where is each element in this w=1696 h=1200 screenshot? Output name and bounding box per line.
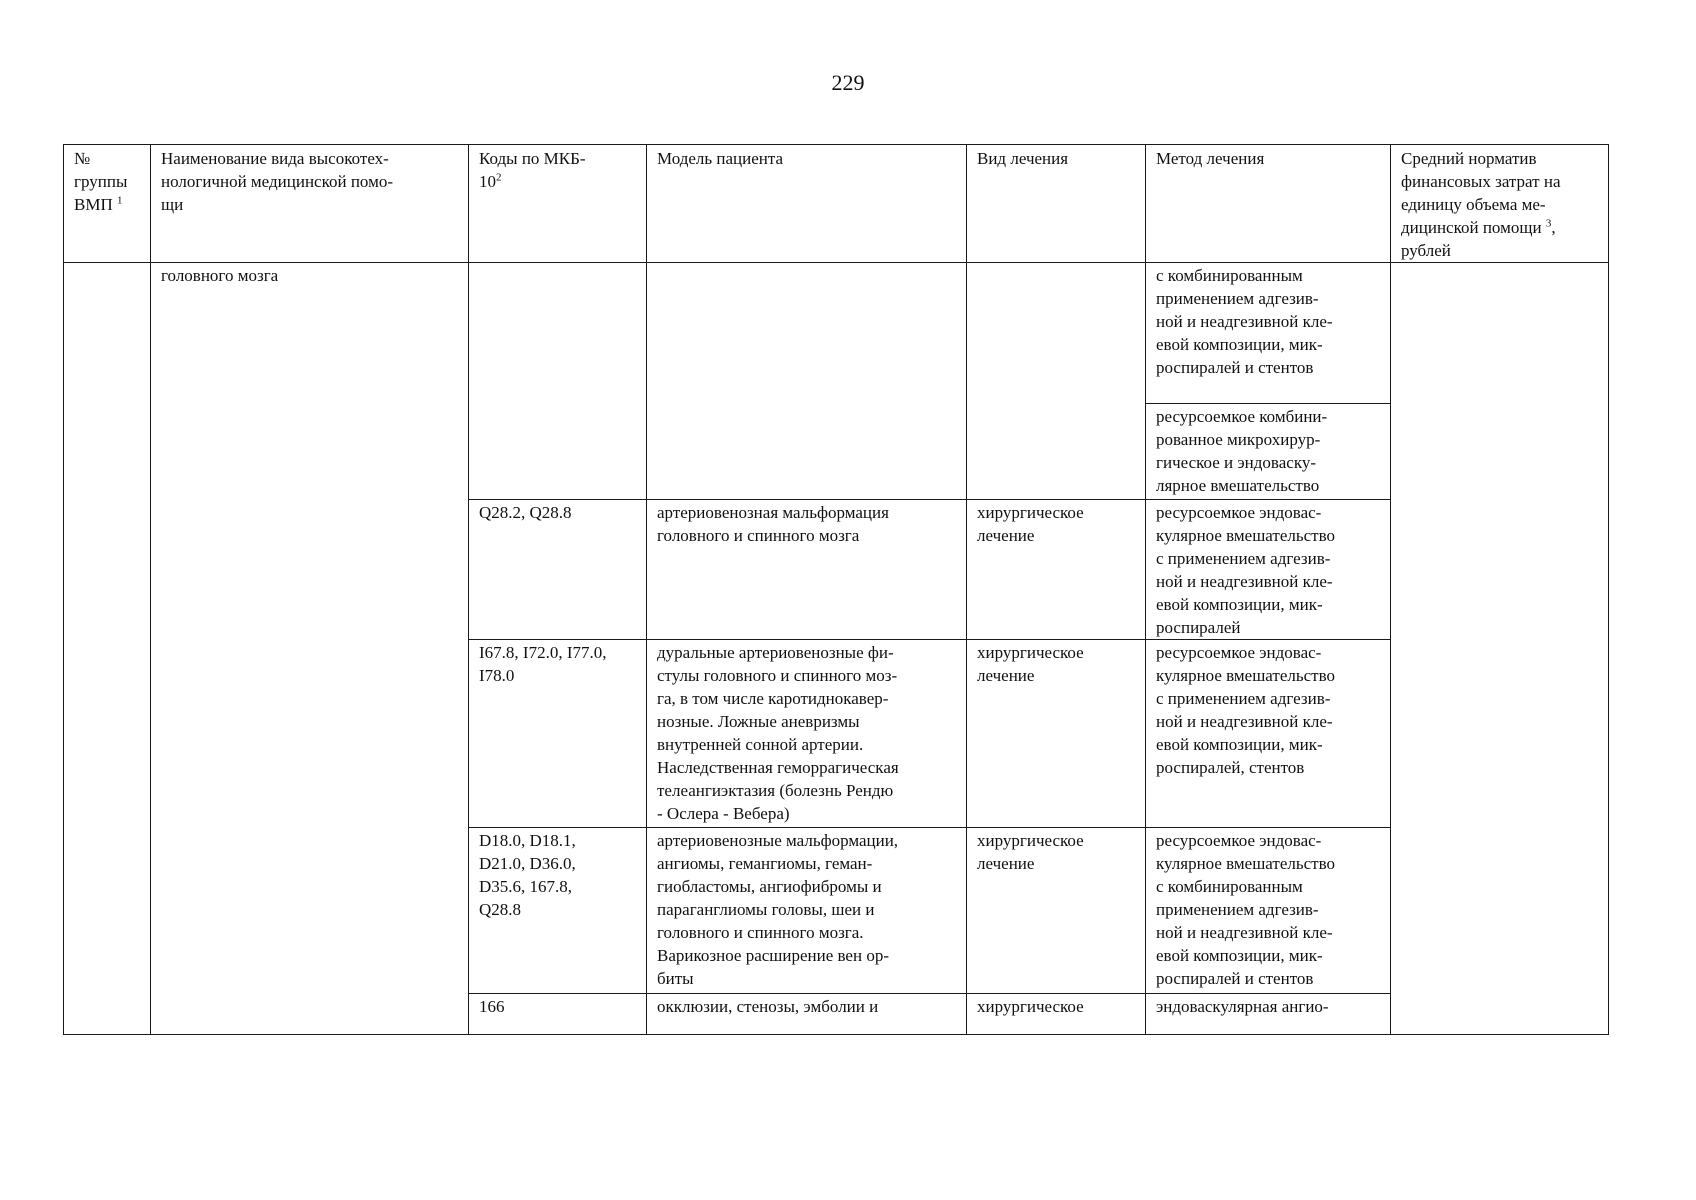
treatment-method-cell: ресурсоемкое эндоваc- кулярное вмешательство с применением адгезив- ной и неадгезивной кле- евой композиции, мик- роспиралей: [1146, 500, 1391, 640]
patient-model-cell: артериовенозные мальформации, ангиомы, гемангиомы, геман- гиобластомы, ангиофибромы и параганглиомы головы, шеи и головного и спинного мозга. Варикозное расширение вен ор- биты: [647, 828, 967, 994]
group-number-cell: [64, 263, 151, 1035]
treatment-type-cell: хирургическое: [967, 994, 1146, 1035]
header-group-number: № группы ВМП $^1$: [64, 145, 151, 263]
treatment-method-cell: с комбинированным применением адгезив- ной и неадгезивной кле- евой композиции, мик- роспиралей и стентов: [1146, 263, 1391, 404]
treatment-type-cell: хирургическое лечение: [967, 640, 1146, 828]
header-patient-model: Модель пациента: [647, 145, 967, 263]
patient-model-cell: окклюзии, стенозы, эмболии и: [647, 994, 967, 1035]
icd-codes-cell: D18.0, D18.1, D21.0, D36.0, D35.6, 167.8, Q28.8: [469, 828, 647, 994]
treatment-method-cell: ресурсоемкое эндоваc- кулярное вмешательство с комбинированным применением адгезив- ной и неадгезивной кле- евой композиции, мик- роспиралей и стентов: [1146, 828, 1391, 994]
average-cost-cell: [1391, 263, 1609, 1035]
treatment-type-cell: хирургическое лечение: [967, 500, 1146, 640]
table-row: [64, 263, 1609, 404]
treatment-method-cell: эндоваскулярная ангио-: [1146, 994, 1391, 1035]
treatment-method-cell: ресурсоемкое комбини- рованное микрохирур- гическое и эндоваску- лярное вмешательство: [1146, 404, 1391, 500]
header-treatment-type: Вид лечения: [967, 145, 1146, 263]
patient-model-cell: [647, 263, 967, 500]
icd-codes-cell: Q28.2, Q28.8: [469, 500, 647, 640]
header-average-cost: Средний норматив финансовых затрат на единицу объема ме- дицинской помощи $^3$, рублей: [1391, 145, 1609, 263]
patient-model-cell: дуральные артериовенозные фи- стулы головного и спинного моз- га, в том числе каротиднокавер- нозные. Ложные аневризмы внутренней сонной артерии. Наследственная геморрагическая телеангиэктазия (болезнь Рендю - Ослера - Вебера): [647, 640, 967, 828]
page-number: 229: [831, 70, 865, 95]
header-care-type-name: Наименование вида высокотех- нологичной медицинской помо- щи: [151, 145, 469, 263]
icd-codes-cell: [469, 263, 647, 500]
care-type-name-cell: головного мозга: [151, 263, 469, 1035]
header-icd-codes: Коды по МКБ- $10^2$: [469, 145, 647, 263]
icd-codes-cell: 166: [469, 994, 647, 1035]
patient-model-cell: артериовенозная мальформация головного и спинного мозга: [647, 500, 967, 640]
icd-codes-cell: I67.8, I72.0, I77.0, I78.0: [469, 640, 647, 828]
treatment-method-cell: ресурсоемкое эндоваc- кулярное вмешательство с применением адгезив- ной и неадгезивной кле- евой композиции, мик- роспиралей, стентов: [1146, 640, 1391, 828]
table-header-row: [64, 145, 1609, 263]
treatment-type-cell: [967, 263, 1146, 500]
medical-care-table: [63, 144, 1609, 1035]
header-treatment-method: Метод лечения: [1146, 145, 1391, 263]
treatment-type-cell: хирургическое лечение: [967, 828, 1146, 994]
